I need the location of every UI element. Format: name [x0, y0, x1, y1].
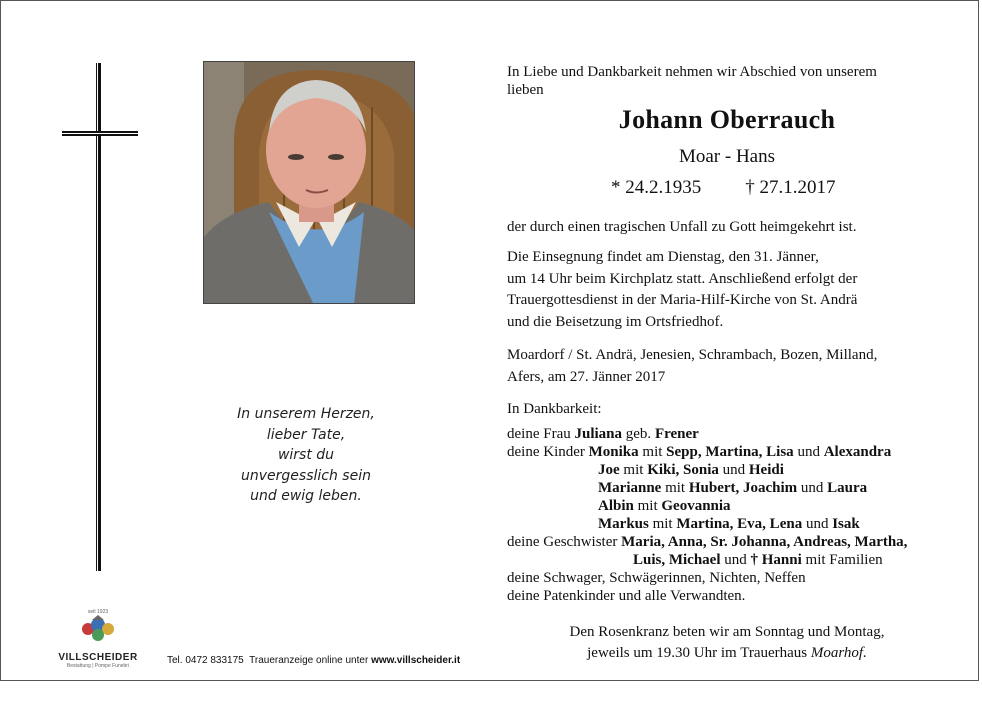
text: und: [805, 516, 829, 532]
ceremony-line: Die Einsegnung findet am Dienstag, den 31. Jänner,: [507, 249, 819, 265]
footer-contact: [167, 655, 460, 666]
place-text: [507, 345, 877, 388]
intro-text: [507, 63, 947, 99]
text: und: [797, 444, 820, 460]
family-list: [507, 425, 907, 605]
memorial-verse: [181, 404, 431, 507]
deceased-nickname: Moar - Hans: [678, 146, 776, 167]
family-row-kid: [507, 479, 907, 497]
text: jeweils um 19.30 Uhr im Trauerhaus: [587, 645, 808, 661]
cross-bar: [62, 131, 138, 136]
text: mit Familien: [805, 552, 883, 568]
portrait-photo: [203, 61, 415, 304]
name: Alexandra: [823, 444, 892, 460]
family-row-kid: [507, 515, 907, 533]
name: Martina, Eva, Lena: [676, 516, 803, 532]
family-row-inlaws: deine Schwager, Schwägerinnen, Nichten, Neffen: [507, 570, 806, 586]
text: und: [800, 480, 824, 496]
family-row-kids: [507, 443, 907, 461]
verse-line: wirst du: [277, 447, 335, 463]
name: Albin: [598, 498, 634, 514]
logo-name: VILLSCHEIDER: [58, 652, 138, 663]
life-dates: [611, 177, 836, 199]
text: mit: [665, 480, 686, 496]
verse-line: und ewig leben.: [250, 488, 362, 504]
name: Isak: [832, 516, 860, 532]
name: Maria, Anna, Sr. Johanna, Andreas, Martha,: [621, 534, 908, 550]
footer-url[interactable]: www.villscheider.it: [371, 655, 461, 666]
text: geb.: [625, 426, 652, 442]
footer-phone: Tel. 0472 833175: [167, 655, 244, 666]
family-row-wife: [507, 425, 907, 443]
cause-text: der durch einen tragischen Unfall zu Gott heimgekehrt ist.: [507, 219, 857, 235]
name: Geovannia: [661, 498, 731, 514]
family-row-siblings: [507, 551, 907, 569]
gratitude-heading: In Dankbarkeit:: [507, 401, 602, 417]
intro-line: lieben: [507, 82, 544, 98]
name: Joe: [598, 462, 620, 478]
place-line: Moardorf / St. Andrä, Jenesien, Schrambach, Bozen, Milland,: [507, 347, 878, 363]
name: Sepp, Martina, Lisa: [666, 444, 794, 460]
family-row-godchildren: deine Patenkinder und alle Verwandten.: [507, 588, 746, 604]
verse-line: lieber Tate,: [266, 426, 346, 443]
text: und: [724, 552, 747, 568]
crest-icon: [78, 615, 118, 645]
name: Kiki, Sonia: [647, 462, 719, 478]
name: Monika: [588, 444, 639, 460]
name: Juliana: [574, 426, 623, 442]
rosary-notice: [507, 622, 947, 664]
place-name: Moarhof.: [810, 645, 867, 661]
text: und: [722, 462, 746, 478]
text: mit: [623, 462, 644, 478]
cross-icon: [96, 63, 101, 571]
intro-line: In Liebe und Dankbarkeit nehmen wir Abschied von unserem: [507, 64, 877, 80]
deceased-name: Johann Oberrauch: [618, 105, 836, 134]
name: Frener: [654, 426, 699, 442]
name: † Hanni: [750, 552, 802, 568]
text: mit: [652, 516, 673, 532]
family-row-siblings: [507, 533, 907, 551]
family-row-kid: [507, 461, 907, 479]
birth-date: * 24.2.1935: [611, 177, 702, 198]
ceremony-text: [507, 247, 857, 333]
name: Marianne: [598, 480, 662, 496]
ceremony-line: um 14 Uhr beim Kirchplatz statt. Anschließend erfolgt der: [507, 270, 858, 287]
name: Hubert, Joachim: [688, 480, 798, 496]
text: deine Geschwister: [507, 534, 618, 550]
text: deine Kinder: [507, 444, 585, 460]
name: Markus: [598, 516, 649, 532]
text: deine Frau: [507, 426, 571, 442]
name: Heidi: [748, 462, 784, 478]
closing-line: [507, 643, 947, 664]
logo-subtitle: Bestattung | Pompe Funebri: [66, 663, 130, 669]
text: mit: [637, 498, 658, 514]
name: Laura: [827, 480, 868, 496]
death-date: † 27.1.2017: [745, 177, 836, 198]
funeral-home-logo: [53, 609, 143, 669]
verse-line: unvergesslich sein: [241, 467, 371, 484]
ceremony-line: und die Beisetzung im Ortsfriedhof.: [507, 313, 724, 330]
family-row-kid: [507, 497, 907, 515]
logo-since: seit 1923: [87, 609, 109, 615]
ceremony-line: Trauergottesdienst in der Maria-Hilf-Kirche von St. Andrä: [507, 292, 858, 308]
verse-line: In unserem Herzen,: [237, 406, 375, 422]
footer-text: Traueranzeige online unter: [249, 655, 369, 666]
place-line: Afers, am 27. Jänner 2017: [507, 368, 666, 385]
text: mit: [642, 444, 663, 460]
name: Luis, Michael: [633, 552, 721, 568]
closing-line: Den Rosenkranz beten wir am Sonntag und Montag,: [569, 624, 885, 640]
